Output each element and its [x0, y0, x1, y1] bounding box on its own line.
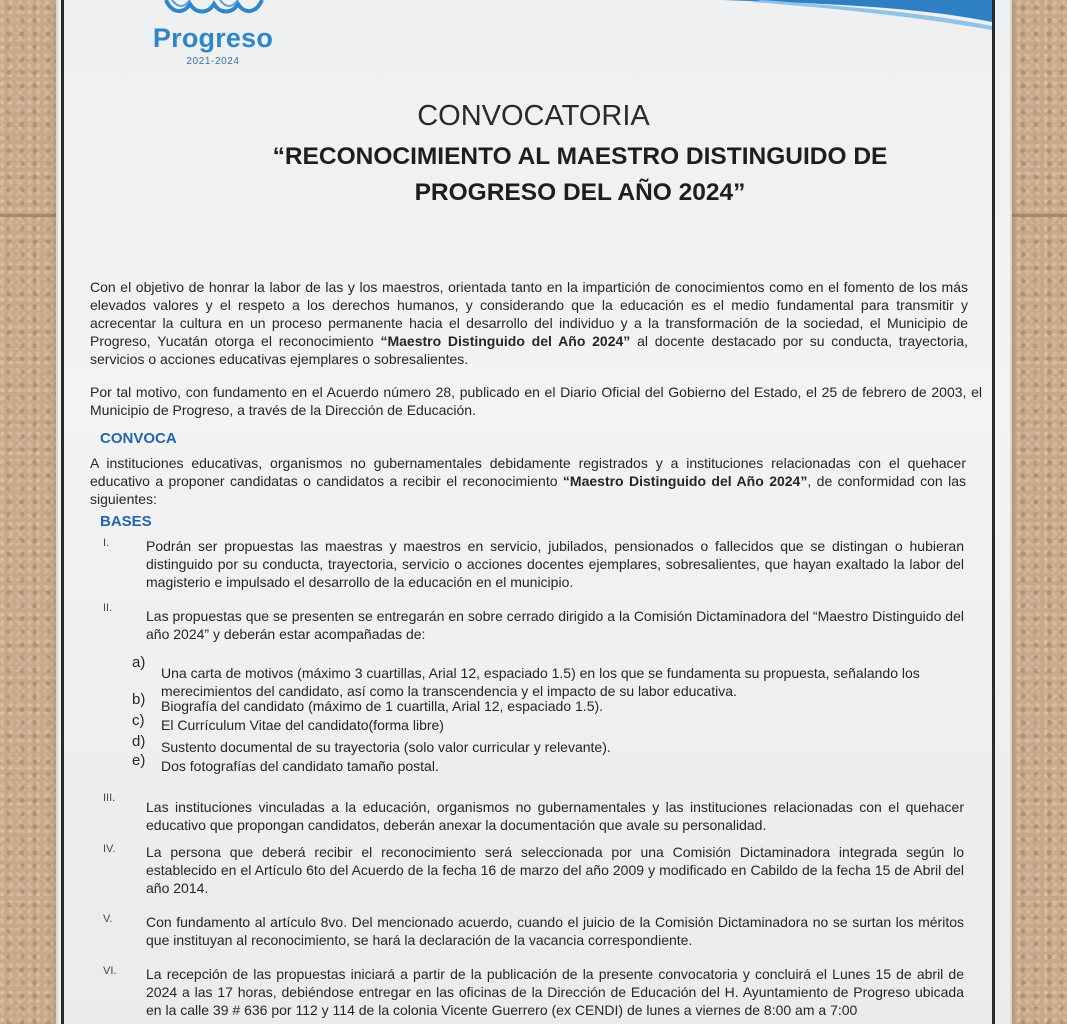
subtitle-line-1: “RECONOCIMIENTO AL MAESTRO DISTINGUIDO DE: [272, 143, 888, 170]
wall-seam-left: [0, 214, 60, 217]
subitem-letter: b): [132, 691, 146, 708]
logo-years: 2021-2024: [186, 56, 240, 67]
base-item-text: Con fundamento al artículo 8vo. Del mencionado acuerdo, cuando el juicio de la Comisión Dictaminadora no se surtan los méritos que instituyan al reconocimiento, se hará la declaración de la vacancia correspondiente.: [146, 914, 964, 948]
base-number: I.: [103, 537, 110, 549]
subitem-letter: c): [132, 712, 145, 729]
base-item-text: Podrán ser propuestas las maestras y maestros en servicio, jubilados, pensionados o fallecidos que se distingan o hubieran distinguido por su conducta, trayectoria, servicio o acciones docentes ejemplares, sobresalientes, que hayan exaltado la labor del magisterio e impulsado el desarrollo de la educación en el municipio.: [146, 538, 964, 590]
subitem-letter: a): [132, 654, 146, 671]
decorative-wave: [722, 0, 992, 30]
base-number: III.: [103, 792, 116, 804]
subtitle-line-2: PROGRESO DEL AÑO 2024”: [414, 179, 746, 206]
base-number: II.: [103, 602, 113, 614]
subitem-text: Biografía del candidato (máximo de 1 cuartilla, Arial 12, espaciado 1.5).: [161, 698, 604, 714]
intro-text-b: al docente destacado por su conducta, trayectoria, servicios o acciones educativas ejemplares o sobresalientes.: [90, 333, 969, 367]
base-item-text: La persona que deberá recibir el reconocimiento será seleccionada por una Comisión Dictaminadora integrada según lo establecido en el Artículo 6to del Acuerdo de la fecha 16 de marzo del año 2009 y modificado en Cabildo de la fecha 15 de Abril del año 2014.: [146, 844, 964, 896]
page-subtitle: [230, 139, 930, 211]
intro-award-name: “Maestro Distinguido del Año 2024”: [380, 333, 631, 349]
convoca-award-name: “Maestro Distinguido del Año 2024”: [562, 473, 808, 489]
base-item-text: Las propuestas que se presenten se entregarán en sobre cerrado dirigido a la Comisión Dictaminadora del “Maestro Distinguido del año 2024” y deberán estar acompañadas de:: [146, 608, 964, 642]
convoca-text-b: , de conformidad con las siguientes:: [90, 473, 966, 507]
intro-paragraph: [90, 278, 968, 368]
subitem-text: Sustento documental de su trayectoria (solo valor curricular y relevante).: [161, 739, 611, 755]
progreso-logo: [148, 0, 278, 70]
convoca-paragraph: [90, 454, 966, 508]
subitem-letter: d): [132, 733, 146, 750]
subitem-text: El Currículum Vitae del candidato(forma libre): [161, 717, 444, 733]
base-number: V.: [103, 913, 113, 925]
wall-seam-right: [1007, 214, 1067, 217]
convoca-heading: CONVOCA: [100, 430, 177, 447]
base-number: VI.: [103, 965, 117, 977]
subitem-text: Una carta de motivos (máximo 3 cuartillas, Arial 12, espaciado 1.5) en los que se fundamenta su propuesta, señalando los merecimientos del candidato, así como la transcendencia y el impacto de su labor educativa.: [161, 665, 920, 699]
base-item-text: La recepción de las propuestas iniciará a partir de la publicación de la presente convocatoria y concluirá el Lunes 15 de abril de 2024 a las 17 horas, debiéndose entregar en las oficinas de la Dirección de Educación del H. Ayuntamiento de Progreso ubicada en la calle 39 # 636 por 112 y 114 de la colonia Vicente Guerrero (ex CENDI) de lunes a viernes de 8:00 am a 7:00: [146, 966, 964, 1018]
base-number: IV.: [103, 843, 116, 855]
wave-logo-icon: [158, 0, 268, 22]
logo-name: Progreso: [152, 23, 274, 53]
intro-text-a: Con el objetivo de honrar la labor de las y los maestros, orientada tanto en la impartición de conocimientos como en el fomento de los más elevados valores y el respeto a los derechos humanos, y considerando que la educación es el medio fundamental para transmitir y acrecentar la cultura en un proceso permanente hacia el desarrollo del individuo y a la transformación de la sociedad, el Municipio de Progreso, Yucatán otorga el reconocimiento: [90, 279, 968, 349]
base-item-text: Las instituciones vinculadas a la educación, organismos no gubernamentales y las instituciones relacionadas con el quehacer educativo que propongan candidatos, deberán anexar la documentación que avale su personalidad.: [146, 799, 964, 833]
intro-paragraph-2: Por tal motivo, con fundamento en el Acuerdo número 28, publicado en el Diario Oficial del Gobierno del Estado, el 25 de febrero de 2003, el Municipio de Progreso, a través de la Dirección de Educación.: [90, 384, 982, 418]
convoca-text-a: A instituciones educativas, organismos no gubernamentales debidamente registrados y a instituciones relacionadas con el quehacer educativo a proponer candidatas o candidatos a recibir el reconocimiento: [90, 455, 966, 489]
subitem-text: Dos fotografías del candidato tamaño postal.: [161, 758, 439, 774]
bases-heading: BASES: [100, 513, 152, 530]
page-title: CONVOCATORIA: [417, 100, 650, 132]
subitem-letter: e): [132, 752, 146, 769]
